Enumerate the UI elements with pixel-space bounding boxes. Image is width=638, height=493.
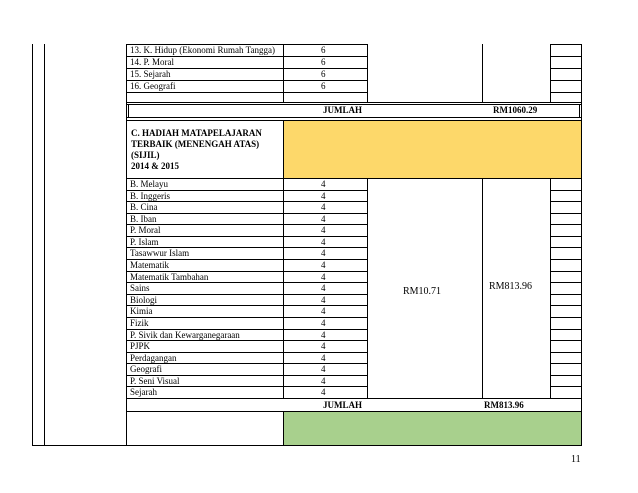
subject-name: B. Iban <box>130 214 157 224</box>
subject-name: PJPK <box>130 341 151 351</box>
subject-name: Fizik <box>130 318 149 328</box>
jumlah-amount-2: RM813.96 <box>484 400 524 410</box>
subject-name: P. Sivik dan Kewarganegaraan <box>130 330 240 340</box>
subject-count: 4 <box>321 295 326 305</box>
bottom-green-highlight <box>283 412 581 445</box>
subject-name: P. Seni Visual <box>130 376 180 386</box>
subject-count: 4 <box>321 376 326 386</box>
section-c-highlight <box>283 121 581 178</box>
subject-name: Sains <box>130 283 150 293</box>
top-row-count: 6 <box>321 57 326 67</box>
subject-name: P. Moral <box>130 225 161 235</box>
subject-name: Kimia <box>130 306 153 316</box>
section-c-title-line1: C. HADIAH MATAPELAJARAN <box>131 128 262 138</box>
subject-name: Sejarah <box>130 387 157 397</box>
subject-count: 4 <box>321 306 326 316</box>
subject-count: 4 <box>321 260 326 270</box>
subject-name: Matematik Tambahan <box>130 272 209 282</box>
top-row-subject: 13. K. Hidup (Ekonomi Rumah Tangga) <box>130 45 275 55</box>
top-row-count: 6 <box>321 69 326 79</box>
unit-price: RM10.71 <box>403 286 442 297</box>
subject-count: 4 <box>321 225 326 235</box>
subject-count: 4 <box>321 330 326 340</box>
top-row-subject: 14. P. Moral <box>130 57 175 67</box>
subject-count: 4 <box>321 202 326 212</box>
top-row-subject: 16. Geografi <box>130 81 176 91</box>
section-c-title-line4: 2014 & 2015 <box>131 161 179 171</box>
subject-count: 4 <box>321 364 326 374</box>
top-row-count: 6 <box>321 45 326 55</box>
subject-count: 4 <box>321 353 326 363</box>
subject-count: 4 <box>321 283 326 293</box>
top-row-subject: 15. Sejarah <box>130 69 171 79</box>
subject-name: Biologi <box>130 295 158 305</box>
subject-name: B. Cina <box>130 202 158 212</box>
subject-count: 4 <box>321 248 326 258</box>
subject-name: Matematik <box>130 260 169 270</box>
subject-count: 4 <box>321 214 326 224</box>
jumlah-label-2: JUMLAH <box>323 400 362 410</box>
subject-name: B. Inggeris <box>130 191 170 201</box>
subject-name: Perdagangan <box>130 353 177 363</box>
subject-count: 4 <box>321 237 326 247</box>
page-number: 11 <box>571 454 581 465</box>
subject-name: P. Islam <box>130 237 159 247</box>
subject-count: 4 <box>321 387 326 397</box>
subject-count: 4 <box>321 272 326 282</box>
subject-count: 4 <box>321 191 326 201</box>
subject-name: B. Melayu <box>130 179 168 189</box>
top-row-count: 6 <box>321 81 326 91</box>
subject-count: 4 <box>321 179 326 189</box>
subject-name: Geografi <box>130 364 162 374</box>
subject-count: 4 <box>321 341 326 351</box>
jumlah-amount-1: RM1060.29 <box>493 105 538 115</box>
jumlah-label-1: JUMLAH <box>323 105 362 115</box>
subject-count: 4 <box>321 318 326 328</box>
section-c-title-line2: TERBAIK (MENENGAH ATAS) <box>131 139 260 149</box>
block-total: RM813.96 <box>489 281 533 292</box>
section-c-title-line3: (SIJIL) <box>131 150 160 160</box>
subject-name: Tasawwur Islam <box>130 248 190 258</box>
